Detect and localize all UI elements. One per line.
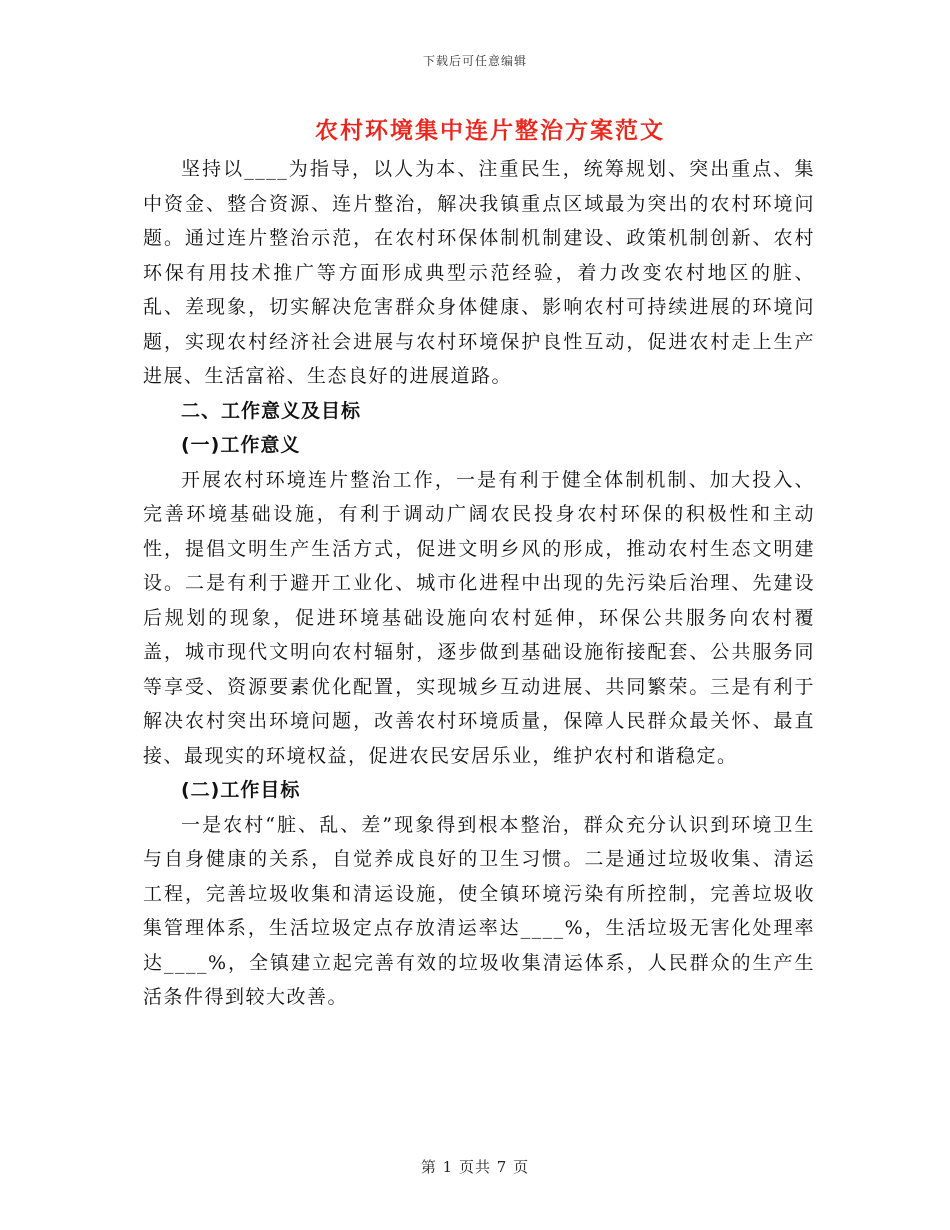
significance-paragraph: 开展农村环境连片整治工作，一是有利于健全体制机制、加大投入、完善环境基础设施，有利于调动广阔农民投身农村环保的积极性和主动性，提倡文明生产生活方式，促进文明乡风的形成，推动农村生态文明建设。二是有利于避开工业化、城市化进程中出现的先污染后治理、先建设后规划的现象，促进环境基础设施向农村延伸，环保公共服务向农村覆盖，城市现代文明向农村辐射，逐步做到基础设施衔接配套、公共服务同等享受、资源要素优化配置，实现城乡互动进展、共同繁荣。三是有利于解决农村突出环境问题，改善农村环境质量，保障人民群众最关怀、最直接、最现实的环境权益，促进农民安居乐业，维护农村和谐稳定。: [143, 468, 815, 767]
subsection-heading-targets: (二)工作目标: [181, 779, 301, 801]
targets-paragraph: 一是农村“脏、乱、差”现象得到根本整治，群众充分认识到环境卫生与自身健康的关系，自觉养成良好的卫生习惯。二是通过垃圾收集、清运工程，完善垃圾收集和清运设施，使全镇环境污染有所控制，完善垃圾收集管理体系，生活垃圾定点存放清运率达____%，生活垃圾无害化处理率达____%，全镇建立起完善有效的垃圾收集清运体系，人民群众的生产生活条件得到较大改善。: [143, 813, 815, 1008]
section-heading-goals: 二、工作意义及目标: [181, 399, 362, 422]
page-number-footer: 第 1 页共 7 页: [420, 1158, 530, 1176]
document-body: [143, 152, 815, 1015]
header-note: 下载后可任意编辑: [422, 54, 527, 68]
document-title: 农村环境集中连片整治方案范文: [315, 117, 665, 144]
intro-paragraph: 坚持以____为指导，以人为本、注重民生，统筹规划、突出重点、集中资金、整合资源、连片整治，解决我镇重点区域最为突出的农村环境问题。通过连片整治示范，在农村环保体制机制建设、政策机制创新、农村环保有用技术推广等方面形成典型示范经验，着力改变农村地区的脏、乱、差现象，切实解决危害群众身体健康、影响农村可持续进展的环境问题，实现农村经济社会进展与农村环境保护良性互动，促进农村走上生产进展、生活富裕、生态良好的进展道路。: [143, 158, 815, 387]
subsection-heading-significance: (一)工作意义: [181, 434, 301, 456]
